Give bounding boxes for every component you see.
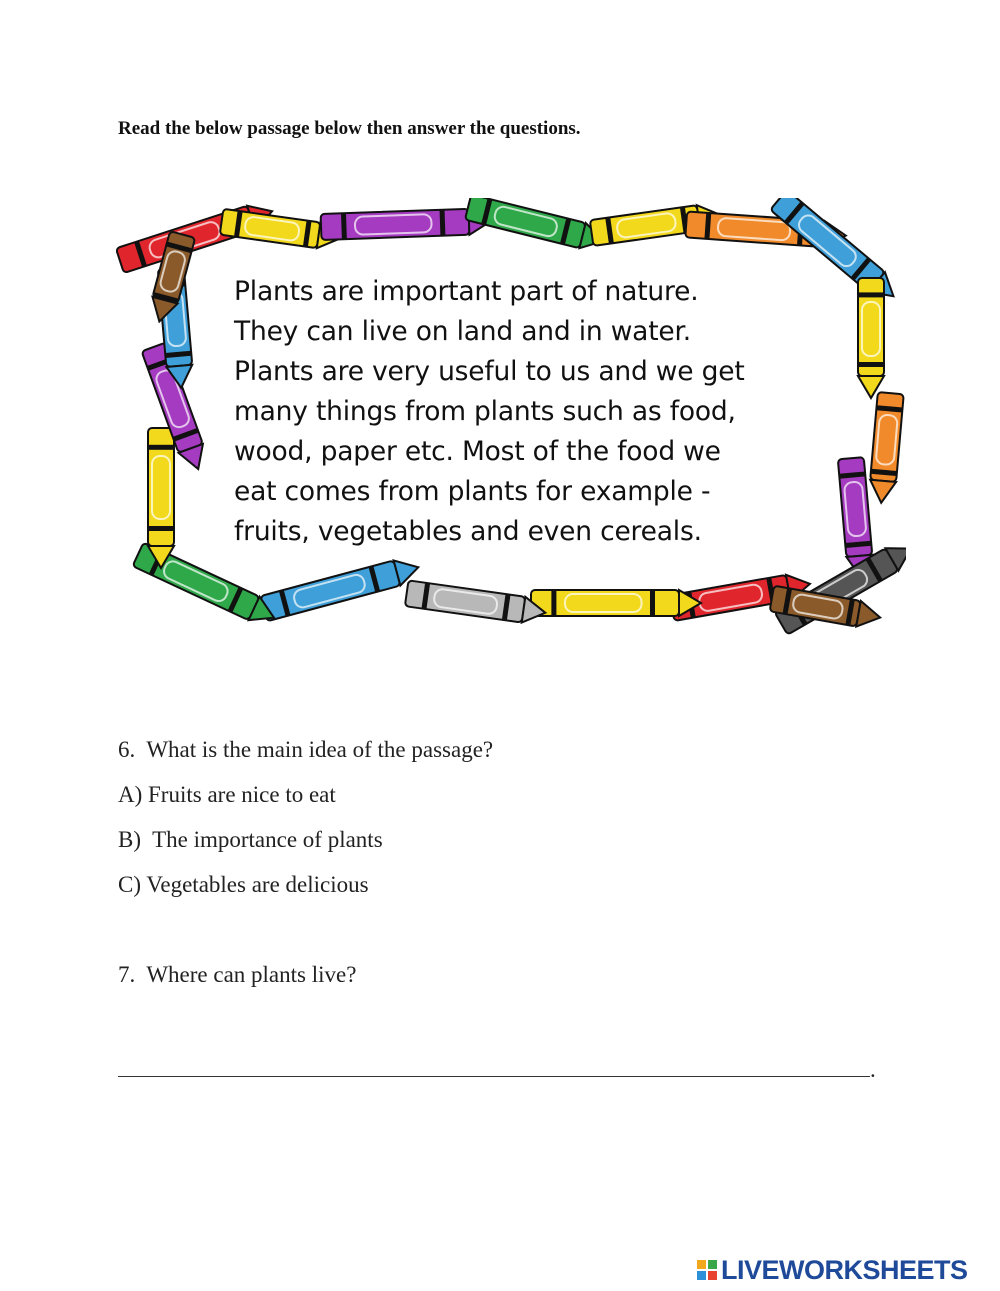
passage-line: Plants are important part of nature.: [234, 276, 699, 307]
logo-square: [708, 1271, 717, 1280]
passage-line: Plants are very useful to us and we get: [234, 356, 745, 387]
passage-line: eat comes from plants for example -: [234, 476, 711, 507]
logo-square: [697, 1260, 706, 1269]
passage-line: wood, paper etc. Most of the food we: [234, 436, 721, 467]
passage-line: They can live on land and in water.: [234, 316, 691, 347]
logo-square: [697, 1271, 706, 1280]
question-6: 6. What is the main idea of the passage?: [118, 737, 494, 762]
answer-7-period: .: [870, 1057, 876, 1082]
liveworksheets-logo-text: LIVEWORKSHEETS: [721, 1254, 968, 1285]
liveworksheets-logo-icon: [697, 1260, 717, 1280]
passage-text: [234, 272, 854, 552]
answer-7: [118, 1056, 876, 1083]
crayon-illustration: [260, 555, 421, 622]
crayon-illustration: [858, 278, 884, 398]
answer-7-input[interactable]: [118, 1056, 870, 1077]
option-a[interactable]: A) Fruits are nice to eat: [118, 782, 336, 807]
crayon-illustration: [868, 392, 903, 504]
crayon-illustration: [531, 590, 701, 616]
crayon-illustration: [465, 198, 607, 254]
crayon-illustration: [405, 580, 547, 625]
passage-frame: [116, 198, 906, 640]
passage-line: fruits, vegetables and even cereals.: [234, 516, 702, 547]
logo-square: [708, 1260, 717, 1269]
question-7: 7. Where can plants live?: [118, 962, 357, 987]
liveworksheets-logo: [697, 1255, 968, 1285]
option-c[interactable]: C) Vegetables are delicious: [118, 872, 369, 897]
passage-line: many things from plants such as food,: [234, 396, 736, 427]
crayon-illustration: [148, 428, 174, 568]
instructions-heading: Read the below passage below then answer the questions.: [118, 118, 581, 139]
option-b[interactable]: B) The importance of plants: [118, 827, 383, 852]
